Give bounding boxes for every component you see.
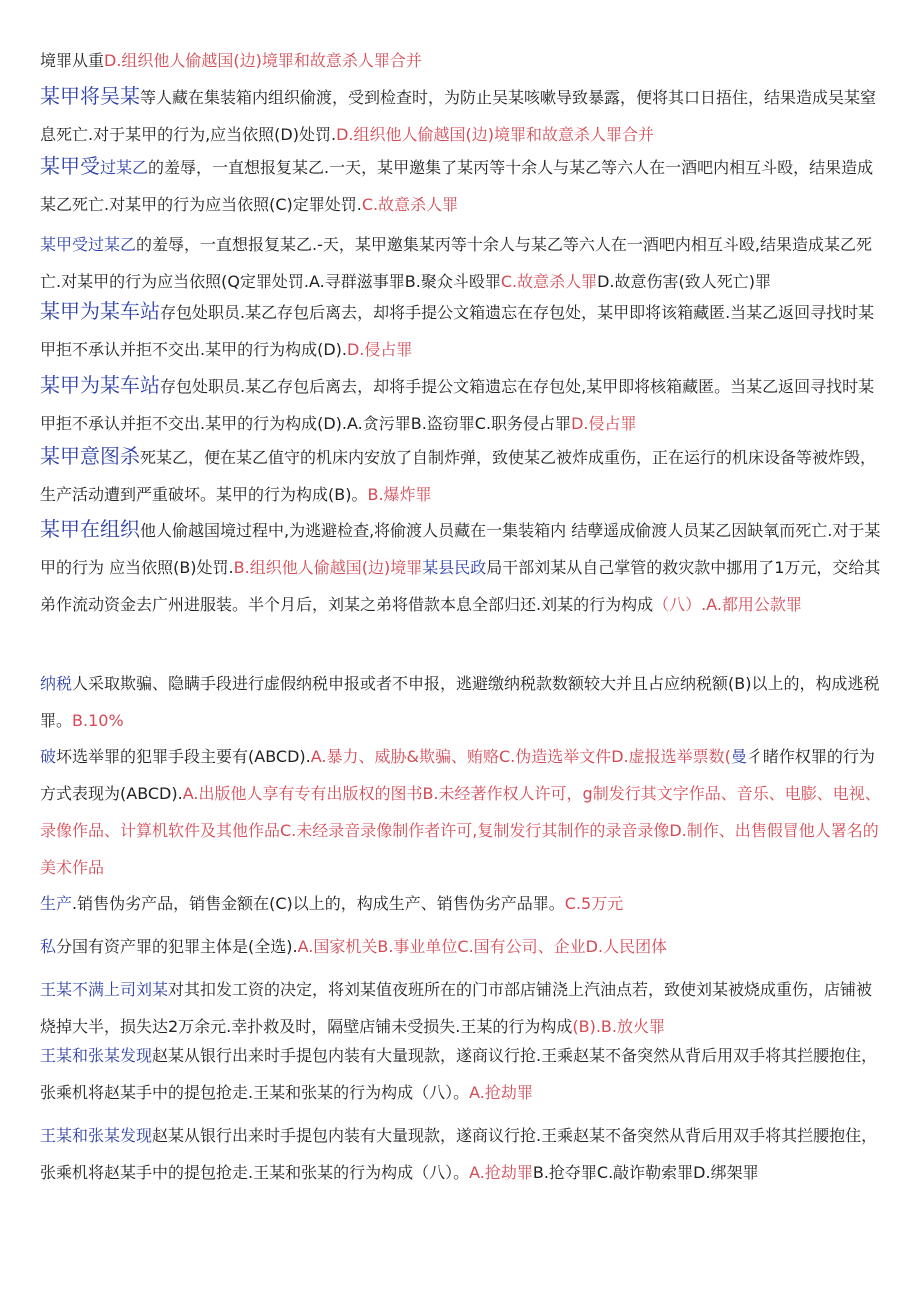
- keyword-text: 某甲将吴某: [40, 84, 140, 108]
- question-text: 赵某从银行出来时手提包内装有大量现款，遂商议行抢.王乘赵某不备突然从背后用双手将其拦腰抱住，张乘机将赵某手中的提包抢走.王某和张某的行为构成（八）。: [40, 1046, 878, 1102]
- paragraph-13: [40, 971, 886, 1045]
- question-text: 存包处职员.某乙存包后离去，却将手提公文箱遗忘在存包处,某甲即将核箱藏匿。当某乙返回寻找时某甲拒不承认并拒不交出.某甲的行为构成(D).A.贪污罪B.盗窃罪C.职务侵占罪: [40, 377, 875, 433]
- paragraph-11: [40, 885, 886, 922]
- answer-text: D.侵占罪: [571, 414, 637, 433]
- answer-text: A.抢劫罪: [469, 1163, 533, 1182]
- question-text: B.抢夺罪C.敲诈勒索罪D.绑架罪: [532, 1163, 759, 1182]
- answer-text: C.故意杀人罪: [361, 195, 459, 214]
- paragraph-12: [40, 928, 886, 965]
- question-text: 的羞辱，一直想报复某乙.一天，某甲邀集了某丙等十余人与某乙等六人在一酒吧内相互斗殴，结果造成某乙死亡.对某甲的行为应当依照(C)定罪处罚.: [40, 158, 874, 214]
- answer-text: A.抢劫罪: [469, 1083, 533, 1102]
- question-text: D.故意伤害(致人死亡)罪: [597, 272, 771, 291]
- keyword-text: 生产: [40, 894, 73, 913]
- paragraph-1: [40, 42, 886, 79]
- question-text: 分国有资产罪的犯罪主体是(全选).: [56, 937, 298, 956]
- question-text: 赵某从银行出来时手提包内装有大量现款，遂商议行抢.王乘赵某不备突然从背后用双手将其拦腰抱住，张乘机将赵某手中的提包抢走.王某和张某的行为构成（八）。: [40, 1126, 878, 1182]
- keyword-text: 王某和张某发现: [40, 1046, 153, 1065]
- question-text: 彳睹作权罪的行为方式表现为(ABCD).: [40, 747, 875, 803]
- question-text: 坏选举罪的犯罪手段主要有(ABCD).: [56, 747, 311, 766]
- question-text: 的羞辱，一直想报复某乙.-天，某甲邀集某丙等十余人与某乙等六人在一酒吧内相互斗殴,结果造成某乙死亡.对某甲的行为应当依照(Q定罪处罚.A.寻群滋事罪B.聚众斗殴罪: [40, 235, 872, 291]
- question-text: 他人偷越国境过程中,为逃避检查,将偷渡人员藏在一集装箱内 结孽遥成偷渡人员某乙因缺氧而死亡.对于某甲的行为 应当依照(B)处罚.: [40, 521, 881, 577]
- paragraph-3: [40, 148, 886, 223]
- keyword-text: 某甲为某车站: [40, 373, 160, 397]
- answer-text: D.组织他人偷越国(边)境罪和故意杀人罪合并: [104, 51, 422, 70]
- keyword-text: 过某乙: [100, 158, 149, 177]
- paragraph-2: [40, 78, 886, 153]
- paragraph-15: [40, 1117, 886, 1191]
- keyword-text: 某甲为某车站: [40, 299, 160, 323]
- keyword-text: 某甲意图杀: [40, 444, 140, 468]
- keyword-text: 王某和张某发现: [40, 1126, 153, 1145]
- keyword-text: 某县民政: [422, 558, 487, 577]
- paragraph-14: [40, 1037, 886, 1111]
- question-text: 存包处职员.某乙存包后离去，却将手提公文箱遗忘在存包处，某甲即将该箱藏匿.当某乙返回寻找时某甲拒不承认并拒不交出.某甲的行为构成(D).: [40, 303, 875, 359]
- answer-text: B.组织他人偷越国(边)境罪: [233, 558, 423, 577]
- keyword-text: 私: [40, 937, 57, 956]
- answer-text: D.组织他人偷越国(边)境罪和故意杀人罪合并: [336, 125, 654, 144]
- paragraph-4: [40, 226, 886, 300]
- answer-text: D.侵占罪: [346, 340, 413, 359]
- answer-text: A.暴力、威胁&欺骗、贿赂C.伪造选举文件D.虚报选举票数(: [310, 747, 731, 766]
- paragraph-7: [40, 438, 886, 513]
- keyword-text: 王某不满上司刘某: [40, 980, 169, 999]
- answer-text: C.5万元: [564, 894, 624, 913]
- keyword-text: 破: [40, 747, 57, 766]
- paragraph-8: [40, 511, 886, 623]
- keyword-text: 纳税: [40, 674, 73, 693]
- keyword-text: 某甲受: [40, 154, 100, 178]
- question-text: 境罪从重: [40, 51, 105, 70]
- paragraph-9: [40, 665, 886, 739]
- keyword-text: 某甲受过某乙: [40, 235, 137, 254]
- question-text: 人采取欺骗、隐瞒手段进行虚假纳税申报或者不申报，逃避缴纳税款数额较大并且占应纳税额(B)以上的，构成逃税罪。: [40, 674, 880, 730]
- question-text: 局干部刘某从自己掌管的救灾款中挪用了1万元，交给其弟作流动资金去广州进服装。半个月后，刘某之弟将借款本息全部归还.刘某的行为构成: [40, 558, 881, 614]
- answer-text: (B).B.放火罪: [572, 1017, 665, 1036]
- answer-text: （八）.A.都用公款罪: [653, 595, 802, 614]
- question-text: 对其扣发工资的决定，将刘某值夜班所在的门市部店铺浇上汽油点若，致使刘某被烧成重伤，店铺被烧掉大半，损失达2万余元.幸扑救及时，隔壁店铺未受损失.王某的行为构成: [40, 980, 873, 1036]
- answer-text: B.爆炸罪: [367, 485, 432, 504]
- answer-text: C.故意杀人罪: [500, 272, 598, 291]
- question-text: .销售伪劣产品，销售金额在(C)以上的，构成生产、销售伪劣产品罪。: [72, 894, 565, 913]
- keyword-text: 曼: [730, 747, 747, 766]
- keyword-text: 某甲在组织: [40, 517, 140, 541]
- paragraph-6: [40, 367, 886, 442]
- paragraph-5: [40, 293, 886, 368]
- answer-text: B.10%: [72, 711, 124, 730]
- question-text: 死某乙，便在某乙值守的机床内安放了自制炸弹，致使某乙被炸成重伤，正在运行的机床设备等被炸毁，生产活动遭到严重破坏。某甲的行为构成(B)。: [40, 448, 877, 504]
- answer-text: A.出版他人享有专有出版权的图书B.未经著作权人许可，g制发行其文字作品、音乐、电膨、电视、录像作品、计算机软件及其他作品C.未经录音录像制作者许可,复制发行其制作的录音录像D.制作、出售假冒他人署名的美术作品: [40, 784, 881, 877]
- question-text: 等人藏在集装箱内组织偷渡，受到检查时，为防止吴某咳嗽导致暴露，便将其口日捂住，结果造成吴某窒息死亡.对于某甲的行为,应当依照(D)处罚.: [40, 88, 877, 144]
- paragraph-10: [40, 738, 886, 886]
- answer-text: A.国家机关B.事业单位C.国有公司、企业D.人民团体: [297, 937, 668, 956]
